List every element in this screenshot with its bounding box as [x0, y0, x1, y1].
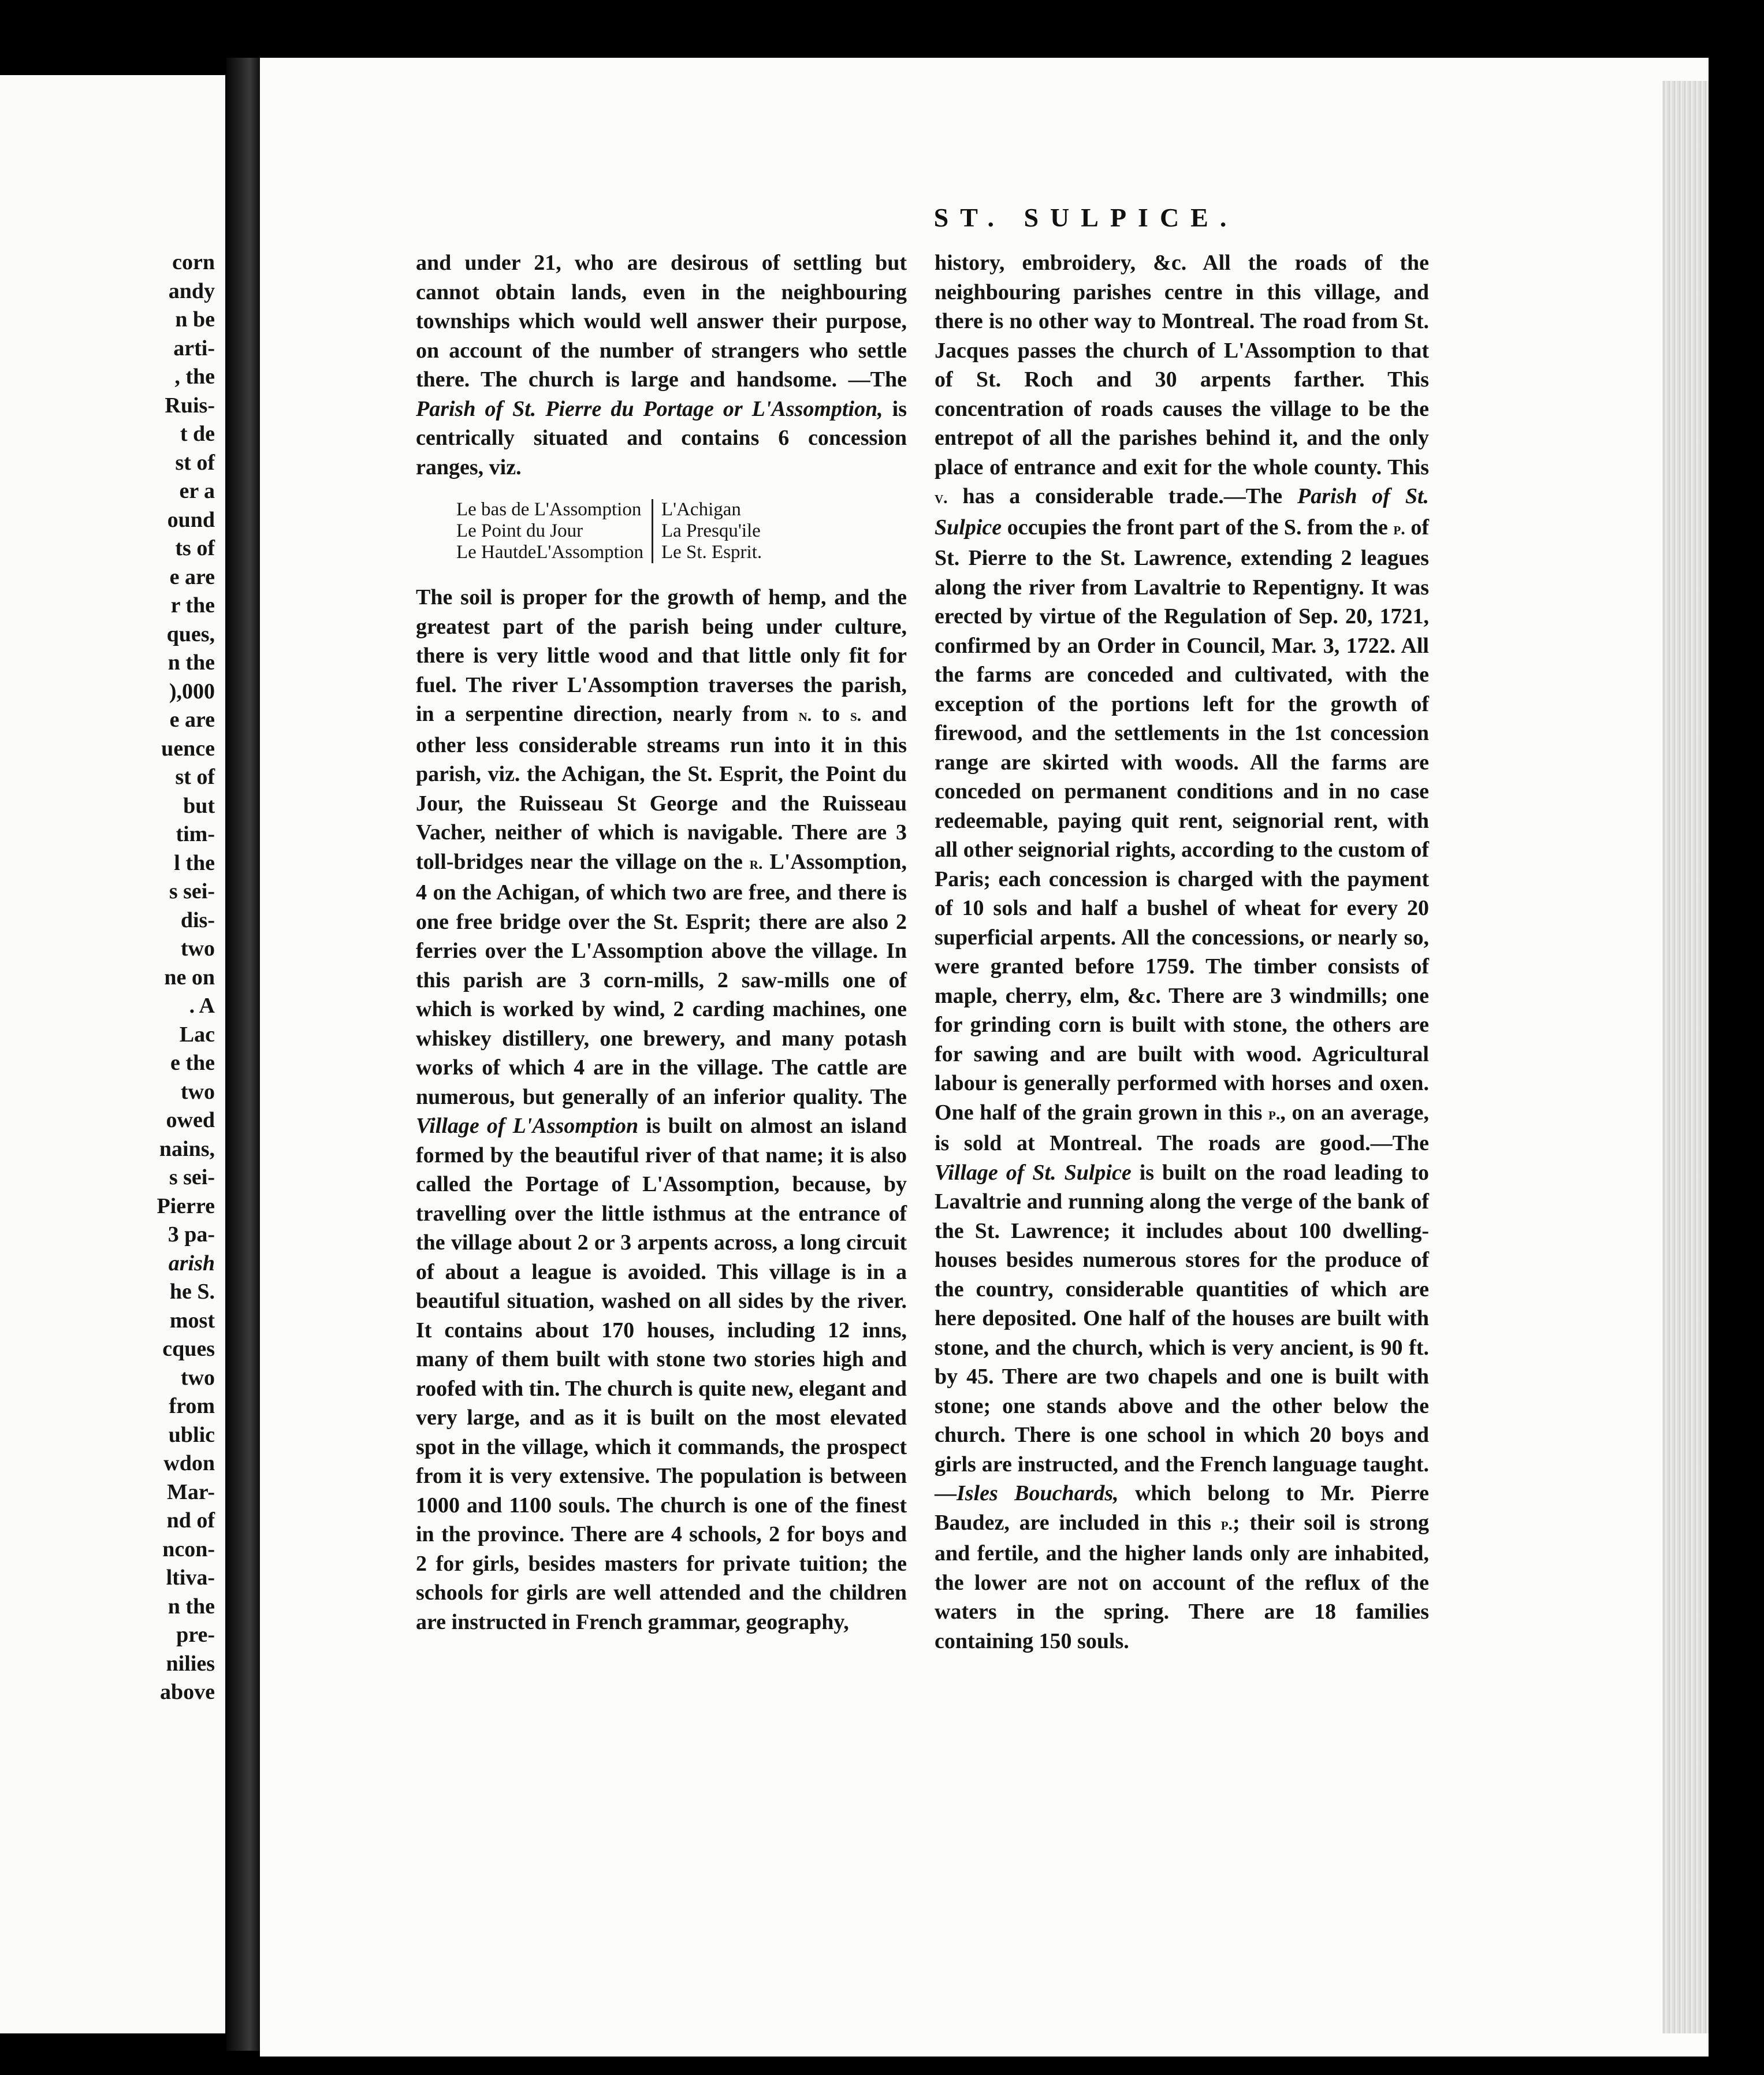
left-fragment-line: n the [168, 650, 215, 675]
left-fragment-line: ts of [175, 536, 215, 560]
text-column-right [935, 248, 1429, 1656]
left-fragment-line: arti- [173, 336, 215, 360]
left-fragment-line: st of [175, 765, 215, 789]
left-fragment-line: e are [169, 708, 215, 732]
left-fragment-line: dis- [180, 908, 215, 932]
left-fragment-line: ound [167, 507, 215, 532]
range-item: Le bas de L'Assomption [456, 499, 642, 520]
left-fragment-line: nilies [166, 1651, 215, 1676]
left-fragment-line: ublic [168, 1422, 215, 1447]
range-item: La Presqu'ile [661, 520, 761, 541]
left-fragment-line: he S. [169, 1280, 215, 1304]
left-fragment-line: pre- [176, 1623, 215, 1647]
left-fragment-line: s sei- [169, 1165, 215, 1189]
left-page [0, 75, 225, 2033]
concession-ranges-list [456, 499, 907, 563]
left-fragment-line: n be [175, 307, 215, 332]
left-fragment-line: arish [168, 1251, 215, 1276]
text-column-left [416, 248, 907, 1637]
left-fragment-line: nd of [166, 1508, 215, 1533]
left-fragment-line: n the [168, 1594, 215, 1619]
left-fragment-line: two [180, 1365, 215, 1390]
left-fragment-line: uence [161, 736, 215, 761]
left-fragment-line: nains, [159, 1136, 215, 1161]
left-fragment-line: tim- [176, 822, 215, 846]
ranges-column-1 [456, 499, 653, 563]
left-fragment-line: andy [168, 278, 215, 303]
paragraph: The soil is proper for the growth of hemp, and the greatest part of the parish being under culture, there is very little wood and that little only fit for fuel. The river L'Assomption traverses the parish, in a serpentine direction, nearly from n. to s. and other less considerable streams run into it in this parish, viz. the Achigan, the St. Esprit, the Point du Jour, the Ruisseau St George and the Ruisseau Vacher, neither of which is navigable. There are 3 toll-bridges near the village on the r. L'Assomption, 4 on the Achigan, of which two are free, and there is one free bridge over the St. Esprit; there are also 2 ferries over the L'Assomption above the village. In this parish are 3 corn-mills, 2 saw-mills one of which is worked by wind, 2 carding machines, one whiskey distillery, one brewery, and many potash works of which 4 are in the village. The cattle are numerous, but generally of an inferior quality. The Village of L'Assomption is built on almost an island formed by the beautiful river of that name; it is also called the Portage of L'Assomption, because, by travelling over the little isthmus at the entrance of the village about 2 or 3 arpents across, a long circuit of about a league is avoided. This village is in a beautiful situation, washed on all sides by the river. It contains about 170 houses, including 12 inns, many of them built with stone two stories high and roofed with tin. The church is quite new, elegant and very large, and as it is built on the most elevated spot in the village, which it commands, the prospect from it is very extensive. The population is between 1000 and 1100 souls. The church is one of the finest in the province. There are 4 schools, 2 for boys and 2 for girls, besides masters for private tuition; the schools for girls are well attended and the children are instructed in French grammar, geography, [416, 585, 907, 1634]
left-fragment-line: cques [162, 1337, 215, 1361]
left-fragment-line: two [180, 1079, 215, 1104]
left-fragment-line: , the [174, 365, 215, 389]
left-fragment-line: but [183, 793, 215, 818]
range-item: Le St. Esprit. [661, 542, 762, 563]
paragraph: history, embroidery, &c. All the roads of the neighbouring parishes centre in this village, and there is no other way to Montreal. The road from St. Jacques passes the church of L'Assomption to that of St. Roch and 30 arpents farther. This concentration of roads causes the village to be the entrepot of all the parishes behind it, and the only place of entrance and exit for the whole county. This v. has a considerable trade.—The Parish of St. Sulpice occupies the front part of the S. from the p. of St. Pierre to the St. Lawrence, extending 2 leagues along the river from Lavaltrie to Repentigny. It was erected by virtue of the Regulation of Sep. 20, 1721, confirmed by an Order in Council, Mar. 3, 1722. All the farms are conceded and cultivated, with the exception of the portions left for the growth of firewood, and the settlements in the 1st concession range are skirted with woods. All the farms are conceded on permanent conditions and in no case redeemable, paying quit rent, seignorial rent, with all other seignorial rights, according to the custom of Paris; each concession is charged with the payment of 10 sols and half a bushel of wheat for every 20 superficial arpents. All the concessions, or nearly so, were granted before 1759. The timber consists of maple, cherry, elm, &c. There are 3 windmills; one for grinding corn is built with stone, the others are for sawing and are built with wood. Agricultural labour is generally performed with horses and oxen. One half of the grain grown in this p., on an average, is sold at Montreal. The roads are good.—The Village of St. Sulpice is built on the road leading to Lavaltrie and running along the verge of the bank of the St. Lawrence; it includes about 100 dwelling-houses besides numerous stores for the produce of the country, considerable quantities of which are here deposited. One half of the houses are built with stone, and the church, which is very ancient, is 90 ft. by 45. There are two chapels and one is built with stone; one stands above and the other below the church. There is one school in which 20 boys and girls are instructed, and the French language taught.—Isles Bouchards, which belong to Mr. Pierre Baudez, are included in this p.; their soil is strong and fertile, and the higher lands only are inhabited, the lower are not on account of the reflux of the waters in the spring. There are 18 families containing 150 souls. [935, 251, 1430, 1653]
left-fragment-line: from [169, 1394, 215, 1418]
right-page [260, 58, 1709, 2057]
left-fragment-line: most [169, 1308, 215, 1333]
left-fragment-line: st of [175, 450, 215, 475]
left-fragment-line: Mar- [167, 1479, 215, 1504]
left-fragment-line: ltiva- [166, 1565, 215, 1590]
left-fragment-line: Pierre [157, 1193, 215, 1218]
left-fragment-line: ne on [164, 965, 215, 990]
left-fragment-line: 3 pa- [168, 1222, 215, 1247]
left-fragment-line: e the [170, 1051, 215, 1075]
left-fragment-line: ques, [166, 622, 215, 646]
left-fragment-line: e are [169, 564, 215, 589]
left-page-text-fragments [65, 248, 215, 1707]
ranges-column-2 [653, 499, 762, 563]
range-item: Le Point du Jour [456, 520, 583, 541]
left-fragment-line: owed [166, 1108, 215, 1132]
left-fragment-line: t de [180, 422, 215, 446]
left-fragment-line: above [160, 1680, 215, 1704]
left-fragment-line: ncon- [162, 1537, 215, 1561]
range-item: L'Achigan [661, 499, 741, 520]
left-fragment-line: s sei- [169, 879, 215, 903]
left-fragment-line: Ruis- [165, 393, 215, 418]
left-fragment-line: l the [174, 850, 215, 875]
left-fragment-line: Lac [179, 1022, 215, 1047]
running-head: ST. SULPICE. [933, 203, 1238, 232]
left-fragment-line: two [180, 936, 215, 961]
paragraph: and under 21, who are desirous of settling but cannot obtain lands, even in the neighbouring townships which would well answer their purpose, on account of the number of strangers who settle there. The church is large and handsome. —The Parish of St. Pierre du Portage or L'Assomption, is centrically situated and contains 6 concession ranges, viz. [416, 251, 907, 479]
left-fragment-line: . A [189, 994, 215, 1018]
left-fragment-line: ),000 [169, 679, 215, 704]
page-edge [1662, 81, 1709, 2033]
left-fragment-line: wdon [163, 1451, 215, 1475]
left-fragment-line: corn [172, 250, 215, 274]
range-item: Le HautdeL'Assomption [456, 542, 643, 563]
left-fragment-line: er a [179, 479, 215, 503]
book-gutter [226, 58, 260, 2051]
left-fragment-line: r the [170, 593, 215, 618]
